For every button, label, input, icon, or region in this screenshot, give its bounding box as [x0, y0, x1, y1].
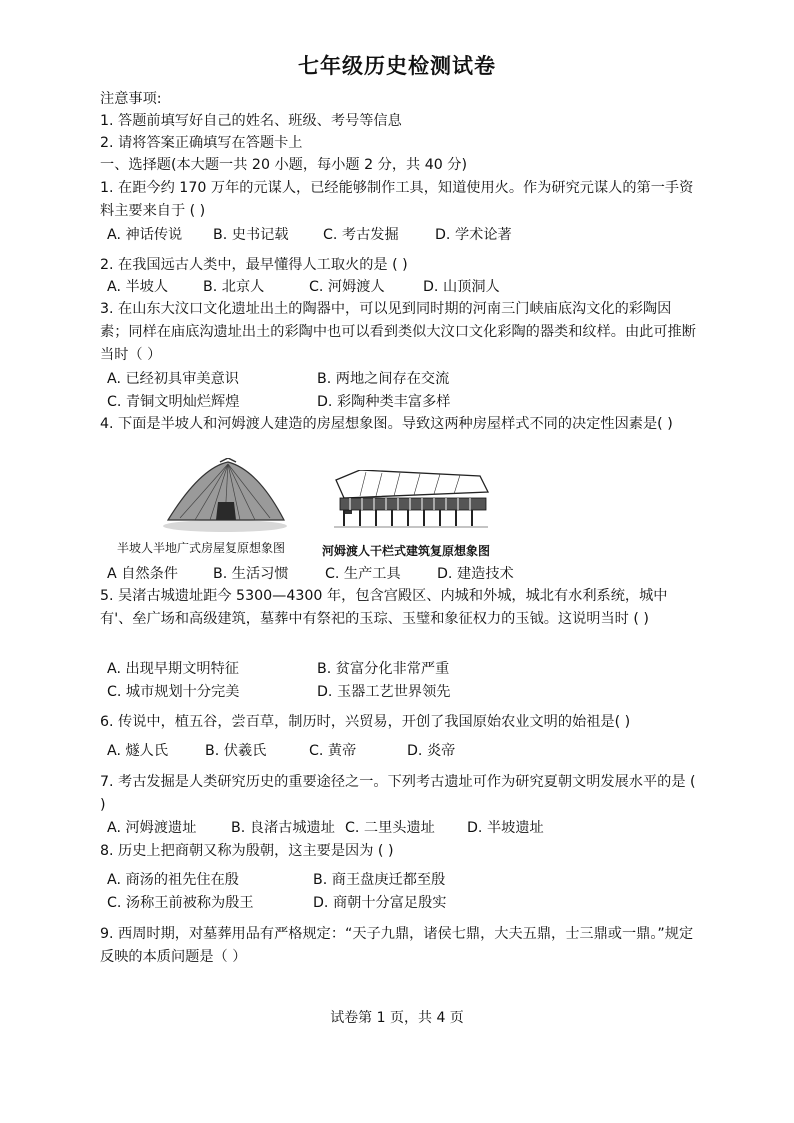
option-c: C. 汤称王前被称为殷王	[107, 894, 254, 911]
option-a: A. 燧人氏	[107, 743, 169, 759]
option-b: B. 良渚古城遗址	[231, 820, 335, 836]
question-6-stem: 6. 传说中，植五谷，尝百草，制历时，兴贸易，开创了我国原始农业文明的始祖是( )	[100, 714, 631, 730]
option-a: A. 河姆渡遗址	[107, 820, 197, 836]
option-a: A. 半坡人	[107, 279, 169, 295]
option-d: D. 商朝十分富足殷实	[313, 894, 447, 911]
question-9-stem: 9. 西周时期，对墓葬用品有严格规定：“天子九鼎，诸侯七鼎，大夫五鼎，士三鼎或一鼎。”规定反映的本质问题是（ ）	[100, 926, 694, 965]
option-a: A. 已经初具审美意识	[107, 371, 239, 387]
option-b: B. 两地之间存在交流	[317, 371, 450, 387]
question-7-stem: 7. 考古发掘是人类研究历史的重要途径之一。下列考古遗址可作为研究夏朝文明发展水平的是 ( )	[100, 774, 696, 813]
option-b: B. 伏羲氏	[205, 743, 267, 759]
question-8-stem: 8. 历史上把商朝又称为殷朝，这主要是因为 ( )	[100, 843, 394, 859]
option-c: C. 考古发掘	[323, 227, 399, 243]
option-d: D. 建造技术	[437, 566, 514, 582]
banpo-house-image	[160, 458, 290, 534]
option-c: C. 青铜文明灿烂辉煌	[107, 393, 240, 410]
option-d: D. 学术论著	[435, 227, 512, 243]
question-3-stem: 3. 在山东大汶口文化遗址出土的陶器中，可以见到同时期的河南三门峡庙底沟文化的彩陶因素；同样在庙底沟遗址出土的彩陶中也可以看到类似大汶口文化彩陶的器类和纹样。由此可推断当时（ ）	[100, 301, 696, 363]
question-2-options	[107, 276, 500, 298]
option-c: C. 河姆渡人	[309, 279, 385, 295]
question-3-options	[107, 368, 450, 413]
notes-item-1: 1. 答题前填写好自己的姓名、班级、考号等信息	[100, 113, 402, 129]
option-a: A. 神话传说	[107, 227, 183, 243]
question-5-options	[107, 658, 450, 703]
option-b: B. 北京人	[203, 279, 265, 295]
notes-item-2: 2. 请将答案正确填写在答题卡上	[100, 135, 303, 151]
option-a: A. 出现早期文明特征	[107, 661, 239, 677]
option-c: C. 二里头遗址	[345, 820, 435, 836]
option-b: B. 史书记载	[213, 227, 289, 243]
option-a: A 自然条件	[107, 566, 178, 582]
page-footer: 试卷第 1 页，共 4 页	[330, 1010, 464, 1026]
option-d: D. 半坡遗址	[467, 820, 544, 836]
option-c: C. 城市规划十分完美	[107, 683, 240, 700]
option-d: D. 彩陶种类丰富多样	[317, 393, 451, 410]
page-title: 七年级历史检测试卷	[298, 54, 496, 78]
question-4-stem: 4. 下面是半坡人和河姆渡人建造的房屋想象图。导致这两种房屋样式不同的决定性因素是( )	[100, 416, 673, 432]
option-c: C. 黄帝	[309, 743, 357, 759]
option-b: B. 商王盘庚迁都至殷	[313, 872, 446, 888]
question-4-options	[107, 563, 514, 585]
option-c: C. 生产工具	[325, 566, 401, 582]
hemudu-house-image	[330, 470, 490, 530]
question-6-options	[107, 740, 455, 762]
option-d: D. 山顶洞人	[423, 279, 500, 295]
hemudu-caption: 河姆渡人干栏式建筑复原想象图	[322, 544, 491, 558]
question-1-stem: 1. 在距今约 170 万年的元谋人，已经能够制作工具，知道使用火。作为研究元谋人的第一手资料主要来自于 ( )	[100, 180, 694, 219]
question-1-options	[107, 224, 512, 246]
option-a: A. 商汤的祖先住在殷	[107, 872, 239, 888]
option-d: D. 炎帝	[407, 743, 456, 759]
option-d: D. 玉器工艺世界领先	[317, 683, 451, 700]
option-b: B. 生活习惯	[213, 566, 289, 582]
question-2-stem: 2. 在我国远古人类中，最早懂得人工取火的是 ( )	[100, 257, 408, 273]
notes-heading: 注意事项:	[100, 91, 162, 107]
question-7-options	[107, 817, 544, 839]
question-8-options	[107, 869, 446, 914]
question-5-stem: 5. 吴渚古城遗址距今 5300—4300 年，包含宫殿区、内城和外城，城北有水利系统，城中有'、垒广场和高级建筑，墓葬中有祭祀的玉琮、玉璧和象征权力的玉钺。这说明当时 ( )	[100, 588, 668, 627]
section-heading: 一、选择题(本大题一共 20 小题，每小题 2 分，共 40 分)	[100, 157, 468, 173]
banpo-caption: 半坡人半地广式房屋复原想象图	[117, 541, 286, 555]
option-b: B. 贫富分化非常严重	[317, 661, 450, 677]
